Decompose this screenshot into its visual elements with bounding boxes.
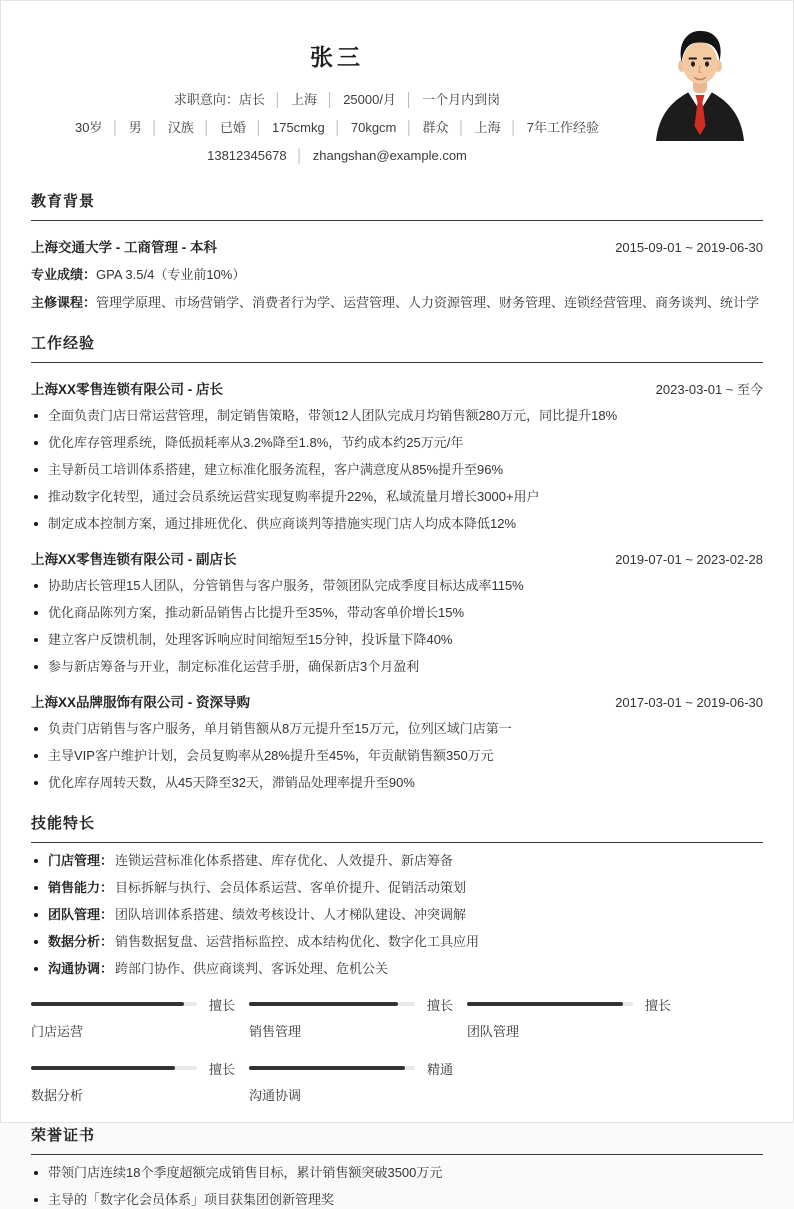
- skill-label: 门店管理：: [48, 853, 114, 868]
- skill-text: 连锁运营标准化体系搭建、库存优化、人效提升、新店筹备: [115, 853, 454, 868]
- section-work: [31, 332, 763, 792]
- bar-track: [249, 1002, 415, 1006]
- bar-level: 精通: [427, 1061, 454, 1077]
- skill-text: 销售数据复盘、运营指标监控、成本结构优化、数字化工具应用: [115, 934, 480, 949]
- job-entry: [31, 691, 763, 792]
- job-bullet-list: [31, 407, 763, 533]
- bar-fill: [31, 1066, 175, 1070]
- candidate-name: 张三: [310, 44, 364, 70]
- header-text-block: [31, 27, 643, 170]
- bar-track: [249, 1066, 415, 1070]
- job-title: 上海XX品牌服饰有限公司 - 资深导购: [31, 695, 251, 710]
- separator: │: [326, 92, 335, 107]
- honors-list: [31, 1164, 763, 1209]
- job-entry: [31, 378, 763, 533]
- education-entry: [31, 236, 763, 256]
- profile-marital: 已婚: [219, 120, 246, 135]
- skill-label: 数据分析：: [48, 934, 114, 949]
- bar-fill: [249, 1066, 405, 1070]
- job-date: 2019-07-01 ~ 2023-02-28: [615, 552, 763, 567]
- job-header: [31, 691, 763, 711]
- skill-text: 跨部门协作、供应商谈判、客诉处理、危机公关: [115, 961, 389, 976]
- bar-track: [31, 1066, 197, 1070]
- portrait-illustration: [643, 29, 757, 141]
- profile-age: 30岁: [74, 120, 103, 135]
- section-skills: [31, 812, 763, 1104]
- bullet-item: 优化库存管理系统，降低损耗率从3.2%降至1.8%，节约成本约25万元/年: [31, 434, 763, 452]
- bullet-item: 优化库存周转天数，从45天降至32天，滞销品处理率提升至90%: [31, 774, 763, 792]
- separator: │: [111, 120, 120, 135]
- profile-political: 群众: [422, 120, 449, 135]
- bar-track: [467, 1002, 633, 1006]
- contact-email: zhangshan@example.com: [312, 148, 467, 163]
- bar-name: 门店运营: [31, 1024, 84, 1039]
- bar-level: 擅长: [209, 997, 236, 1013]
- separator: │: [405, 120, 414, 135]
- job-header: [31, 378, 763, 398]
- profile-line: [31, 114, 643, 142]
- bar-level: 擅长: [427, 997, 454, 1013]
- education-gpa-row: [31, 266, 763, 284]
- bar-level: 擅长: [209, 1061, 236, 1077]
- skill-item: [31, 960, 763, 978]
- bar-name: 团队管理: [467, 1024, 520, 1039]
- section-education: [31, 190, 763, 312]
- skill-bar: [467, 996, 685, 1040]
- separator: │: [273, 92, 283, 107]
- contact-phone: 13812345678: [207, 148, 287, 163]
- skill-label: 团队管理：: [48, 907, 114, 922]
- profile-weight: 70kgcm: [350, 120, 397, 135]
- job-title: 上海XX零售连锁有限公司 - 店长: [31, 382, 224, 397]
- contact-line: [31, 142, 643, 170]
- skill-item: [31, 852, 763, 870]
- bullet-item: 协助店长管理15人团队，分管销售与客户服务，带领团队完成季度目标达成率115%: [31, 577, 763, 595]
- field-value: GPA 3.5/4（专业前10%）: [96, 267, 246, 282]
- bullet-item: 主导的「数字化会员体系」项目获集团创新管理奖: [31, 1191, 763, 1209]
- field-label: 主修课程：: [31, 295, 97, 310]
- separator: │: [404, 92, 414, 107]
- profile-height: 175cmkg: [271, 120, 325, 135]
- skill-bar: [249, 996, 467, 1040]
- profile-photo: [643, 29, 757, 141]
- skill-text: 目标拆解与执行、会员体系运营、客单价提升、促销活动策划: [115, 880, 467, 895]
- skill-bar: [249, 1060, 467, 1104]
- separator: │: [202, 120, 211, 135]
- job-date: 2023-03-01 ~ 至今: [655, 382, 763, 397]
- separator: │: [295, 148, 304, 163]
- objective-city: 上海: [291, 92, 318, 107]
- skill-bar: [31, 1060, 249, 1104]
- profile-experience: 7年工作经验: [526, 120, 600, 135]
- skill-text: 团队培训体系搭建、绩效考核设计、人才梯队建设、冲突调解: [115, 907, 467, 922]
- skill-item: [31, 879, 763, 897]
- bullet-item: 推动数字化转型，通过会员系统运营实现复购率提升22%，私域流量月增长3000+用户: [31, 488, 763, 506]
- separator: │: [333, 120, 342, 135]
- skill-bar: [31, 996, 249, 1040]
- bar-name: 数据分析: [31, 1088, 84, 1103]
- profile-ethnicity: 汉族: [167, 120, 194, 135]
- bar-name: 沟通协调: [249, 1088, 302, 1103]
- skill-item: [31, 933, 763, 951]
- job-bullet-list: [31, 577, 763, 676]
- section-honors: [31, 1124, 763, 1209]
- job-title: 上海XX零售连锁有限公司 - 副店长: [31, 552, 237, 567]
- field-label: 专业成绩：: [31, 267, 97, 282]
- skill-bars: [31, 996, 763, 1104]
- section-title: 荣誉证书: [31, 1124, 763, 1155]
- bar-track: [31, 1002, 197, 1006]
- bullet-item: 负责门店销售与客户服务，单月销售额从8万元提升至15万元，位列区域门店第一: [31, 720, 763, 738]
- skill-item: [31, 906, 763, 924]
- separator: │: [150, 120, 159, 135]
- education-courses-row: [31, 294, 763, 312]
- bullet-item: 建立客户反馈机制，处理客诉响应时间缩短至15分钟，投诉量下降40%: [31, 631, 763, 649]
- bullet-item: 主导新员工培训体系搭建，建立标准化服务流程，客户满意度从85%提升至96%: [31, 461, 763, 479]
- job-bullet-list: [31, 720, 763, 792]
- job-header: [31, 548, 763, 568]
- skill-label: 沟通协调：: [48, 961, 114, 976]
- section-title: 教育背景: [31, 190, 763, 221]
- bullet-item: 参与新店筹备与开业，制定标准化运营手册，确保新店3个月盈利: [31, 658, 763, 676]
- section-title: 技能特长: [31, 812, 763, 843]
- skill-list: [31, 852, 763, 978]
- education-date: 2015-09-01 ~ 2019-06-30: [615, 240, 763, 255]
- bar-fill: [31, 1002, 184, 1006]
- bar-fill: [467, 1002, 623, 1006]
- skill-label: 销售能力：: [48, 880, 114, 895]
- resume-header: [31, 27, 763, 170]
- bullet-item: 带领门店连续18个季度超额完成销售目标，累计销售额突破3500万元: [31, 1164, 763, 1182]
- bullet-item: 优化商品陈列方案，推动新品销售占比提升至35%，带动客单价增长15%: [31, 604, 763, 622]
- bullet-item: 制定成本控制方案，通过排班优化、供应商谈判等措施实现门店人均成本降低12%: [31, 515, 763, 533]
- job-entry: [31, 548, 763, 676]
- bullet-item: 主导VIP客户维护计划，会员复购率从28%提升至45%，年贡献销售额350万元: [31, 747, 763, 765]
- bar-name: 销售管理: [249, 1024, 302, 1039]
- separator: │: [457, 120, 466, 135]
- objective-availability: 一个月内到岗: [422, 92, 501, 107]
- section-title: 工作经验: [31, 332, 763, 363]
- separator: │: [509, 120, 518, 135]
- bar-level: 擅长: [645, 997, 672, 1013]
- school-degree: 上海交通大学 - 工商管理 - 本科: [31, 240, 217, 255]
- bullet-item: 全面负责门店日常运营管理，制定销售策略，带领12人团队完成月均销售额280万元，同比提升18%: [31, 407, 763, 425]
- field-value: 管理学原理、市场营销学、消费者行为学、运营管理、人力资源管理、财务管理、连锁经营管理、商务谈判、统计学: [96, 295, 760, 310]
- separator: │: [254, 120, 263, 135]
- objective-position: 店长: [238, 92, 265, 107]
- objective-salary: 25000/月: [343, 92, 396, 107]
- profile-location: 上海: [474, 120, 501, 135]
- objective-line: [31, 86, 643, 114]
- bar-fill: [249, 1002, 398, 1006]
- profile-gender: 男: [128, 120, 142, 135]
- objective-label: 求职意向：: [173, 92, 239, 107]
- job-date: 2017-03-01 ~ 2019-06-30: [615, 695, 763, 710]
